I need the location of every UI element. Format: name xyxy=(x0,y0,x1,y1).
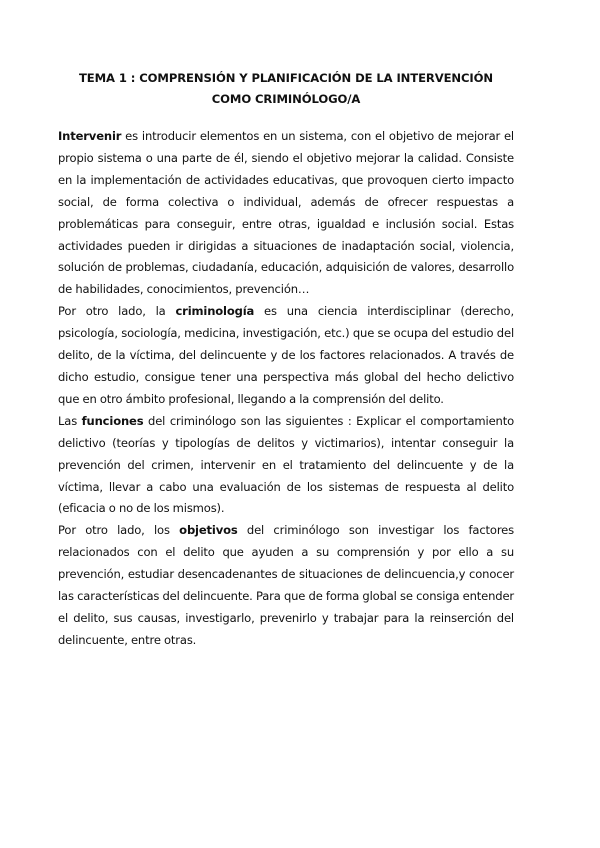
paragraph-criminologia-before: Por otro lado, la xyxy=(58,304,176,319)
paragraph-objetivos-before: Por otro lado, los xyxy=(58,523,180,538)
title-line-1: TEMA 1 : COMPRENSIÓN Y PLANIFICACIÓN DE LA INTERVENCIÓN xyxy=(78,71,494,85)
term-intervenir: Intervenir xyxy=(58,129,122,143)
paragraph-intervenir-text: es introducir elementos en un sistema, con el objetivo de mejorar el propio sistema o una parte de él, siendo el objetivo mejorar la calidad. Consiste en la implementación de actividades educativas, que provoquen cierto impacto social, de forma colectiva o individual, además de ofrecer respuestas a problemáticas para conseguir, entre otras, igualdad e inclusión social. Estas actividades pueden ir dirigidas a situaciones de inadaptación social, violencia, solución de problemas, ciudadanía, educación, adquisición de valores, desarrollo de habilidades, conocimientos, prevención… xyxy=(58,129,514,297)
paragraph-objetivos-after: del criminólogo son investigar los factores relacionados con el delito que ayuden a su comprensión y por ello a su prevención, estudiar desencadenantes de situaciones de delincuencia,y conocer las características del delincuente. Para que de forma global se consiga entender el delito, sus causas, investigarlo, prevenirlo y trabajar para la reinserción del delincuente, entre otras. xyxy=(58,523,514,647)
paragraph-funciones xyxy=(58,411,514,521)
term-funciones: funciones xyxy=(81,413,144,428)
document-page xyxy=(58,68,514,652)
paragraph-objetivos xyxy=(58,520,514,651)
paragraph-criminologia-after: es una ciencia interdisciplinar (derecho, psicología, sociología, medicina, investigación, etc.) que se ocupa del estudio del delito, de la víctima, del delincuente y de los factores relacionados. A través de dicho estudio, consigue tener una perspectiva más global del hecho delictivo que en otro ámbito profesional, llegando a la comprensión del delito. xyxy=(58,304,514,406)
paragraph-funciones-before: Las xyxy=(58,413,82,428)
paragraph-funciones-after: del criminólogo son las siguientes : Explicar el comportamiento delictivo (teorías y tipologías de delitos y victimarios), intentar conseguir la prevención del crimen, intervenir en el tratamiento del delincuente y de la víctima, llevar a cabo una evaluación de los sistemas de respuesta al delito (eficacia o no de los mismos). xyxy=(58,413,514,516)
term-criminologia: criminología xyxy=(175,304,255,319)
term-objetivos: objetivos xyxy=(179,523,238,538)
paragraph-criminologia xyxy=(58,301,514,411)
title-line-2: COMO CRIMINÓLOGO/A xyxy=(211,92,361,106)
document-title xyxy=(58,68,514,110)
paragraph-intervenir xyxy=(58,126,514,301)
